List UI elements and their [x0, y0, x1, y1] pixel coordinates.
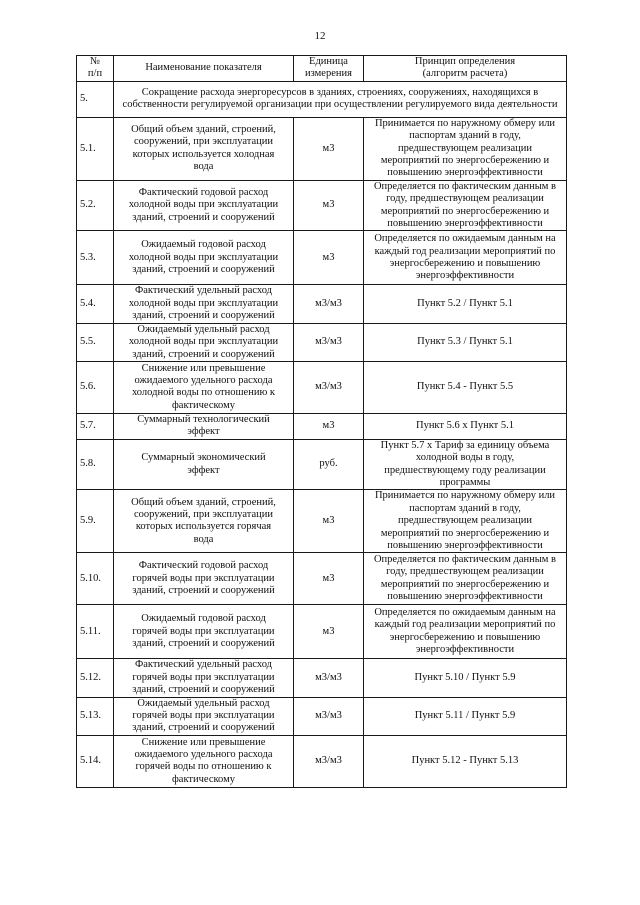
row-rule: Пункт 5.6 х Пункт 5.1	[364, 413, 567, 439]
row-name: Снижение или превышение ожидаемого удельного расхода холодной воды по отношению к фактическому	[114, 361, 294, 413]
row-name: Общий объем зданий, строений, сооружений, при эксплуатации которых используется холодная вода	[114, 117, 294, 180]
row-rule: Пункт 5.12 - Пункт 5.13	[364, 735, 567, 787]
row-name: Ожидаемый удельный расход горячей воды при эксплуатации зданий, строений и сооружений	[114, 697, 294, 735]
row-name: Фактический годовой расход холодной воды при эксплуатации зданий, строений и сооружений	[114, 180, 294, 231]
row-num: 5.5.	[77, 323, 114, 361]
table-row	[77, 413, 567, 439]
row-num: 5.11.	[77, 605, 114, 659]
row-name: Ожидаемый годовой расход горячей воды при эксплуатации зданий, строений и сооружений	[114, 605, 294, 659]
section-row	[77, 81, 567, 117]
row-rule: Пункт 5.3 / Пункт 5.1	[364, 323, 567, 361]
row-rule: Пункт 5.7 х Тариф за единицу объема холодной воды в году, предшествующему году реализации программы	[364, 439, 567, 490]
row-num: 5.6.	[77, 361, 114, 413]
table-row	[77, 180, 567, 231]
table-row	[77, 697, 567, 735]
row-rule: Пункт 5.4 - Пункт 5.5	[364, 361, 567, 413]
table-row	[77, 323, 567, 361]
table-row	[77, 490, 567, 553]
row-rule: Принимается по наружному обмеру или паспортам зданий в году, предшествующем реализации мероприятий по энергосбережению и повышению энергоэффективности	[364, 117, 567, 180]
row-rule: Пункт 5.11 / Пункт 5.9	[364, 697, 567, 735]
row-rule: Определяется по ожидаемым данным на каждый год реализации мероприятий по энергосбережению и повышению энергоэффективности	[364, 231, 567, 285]
page-number: 12	[314, 30, 326, 42]
row-num: 5.14.	[77, 735, 114, 787]
row-unit: м3/м3	[294, 697, 364, 735]
row-unit: м3	[294, 605, 364, 659]
header-unit: Единица измерения	[294, 56, 364, 82]
table-row	[77, 231, 567, 285]
row-unit: м3/м3	[294, 735, 364, 787]
row-rule: Принимается по наружному обмеру или паспортам зданий в году, предшествующем реализации мероприятий по энергосбережению и повышению энергоэффективности	[364, 490, 567, 553]
row-unit: м3/м3	[294, 659, 364, 697]
row-unit: м3/м3	[294, 285, 364, 323]
table-header	[77, 56, 567, 82]
row-name: Общий объем зданий, строений, сооружений, при эксплуатации которых используется горячая вода	[114, 490, 294, 553]
row-unit: руб.	[294, 439, 364, 490]
row-name: Фактический удельный расход горячей воды при эксплуатации зданий, строений и сооружений	[114, 659, 294, 697]
row-rule: Определяется по фактическим данным в году, предшествующем реализации мероприятий по энергосбережению и повышению энергоэффективности	[364, 553, 567, 605]
row-unit: м3	[294, 117, 364, 180]
row-name: Фактический годовой расход горячей воды при эксплуатации зданий, строений и сооружений	[114, 553, 294, 605]
row-name: Суммарный экономический эффект	[114, 439, 294, 490]
row-unit: м3	[294, 231, 364, 285]
row-num: 5.13.	[77, 697, 114, 735]
row-unit: м3	[294, 490, 364, 553]
header-num: № п/п	[77, 56, 114, 82]
row-unit: м3	[294, 180, 364, 231]
table-row	[77, 285, 567, 323]
row-num: 5.9.	[77, 490, 114, 553]
row-unit: м3	[294, 413, 364, 439]
row-unit: м3	[294, 553, 364, 605]
header-name: Наименование показателя	[114, 56, 294, 82]
row-name: Фактический удельный расход холодной воды при эксплуатации зданий, строений и сооружений	[114, 285, 294, 323]
table-row	[77, 439, 567, 490]
table-row	[77, 361, 567, 413]
row-num: 5.2.	[77, 180, 114, 231]
row-rule: Определяется по ожидаемым данным на каждый год реализации мероприятий по энергосбережению и повышению энергоэффективности	[364, 605, 567, 659]
section-num: 5.	[77, 81, 114, 117]
row-num: 5.12.	[77, 659, 114, 697]
row-num: 5.1.	[77, 117, 114, 180]
section-title: Сокращение расхода энергоресурсов в зданиях, строениях, сооружениях, находящихся в собственности регулируемой организации при осуществлении регулируемого вида деятельности	[114, 81, 567, 117]
row-name: Суммарный технологический эффект	[114, 413, 294, 439]
table-row	[77, 735, 567, 787]
row-num: 5.3.	[77, 231, 114, 285]
row-rule: Определяется по фактическим данным в году, предшествующем реализации мероприятий по энергосбережению и повышению энергоэффективности	[364, 180, 567, 231]
row-name: Ожидаемый годовой расход холодной воды при эксплуатации зданий, строений и сооружений	[114, 231, 294, 285]
row-name: Снижение или превышение ожидаемого удельного расхода горячей воды по отношению к фактическому	[114, 735, 294, 787]
row-num: 5.8.	[77, 439, 114, 490]
row-num: 5.4.	[77, 285, 114, 323]
row-num: 5.10.	[77, 553, 114, 605]
table-row	[77, 117, 567, 180]
table-row	[77, 553, 567, 605]
table-row	[77, 659, 567, 697]
indicators-table	[76, 55, 567, 788]
row-rule: Пункт 5.10 / Пункт 5.9	[364, 659, 567, 697]
row-unit: м3/м3	[294, 323, 364, 361]
row-unit: м3/м3	[294, 361, 364, 413]
row-rule: Пункт 5.2 / Пункт 5.1	[364, 285, 567, 323]
table-body	[77, 81, 567, 787]
row-num: 5.7.	[77, 413, 114, 439]
row-name: Ожидаемый удельный расход холодной воды при эксплуатации зданий, строений и сооружений	[114, 323, 294, 361]
table-row	[77, 605, 567, 659]
header-rule: Принцип определения (алгоритм расчета)	[364, 56, 567, 82]
